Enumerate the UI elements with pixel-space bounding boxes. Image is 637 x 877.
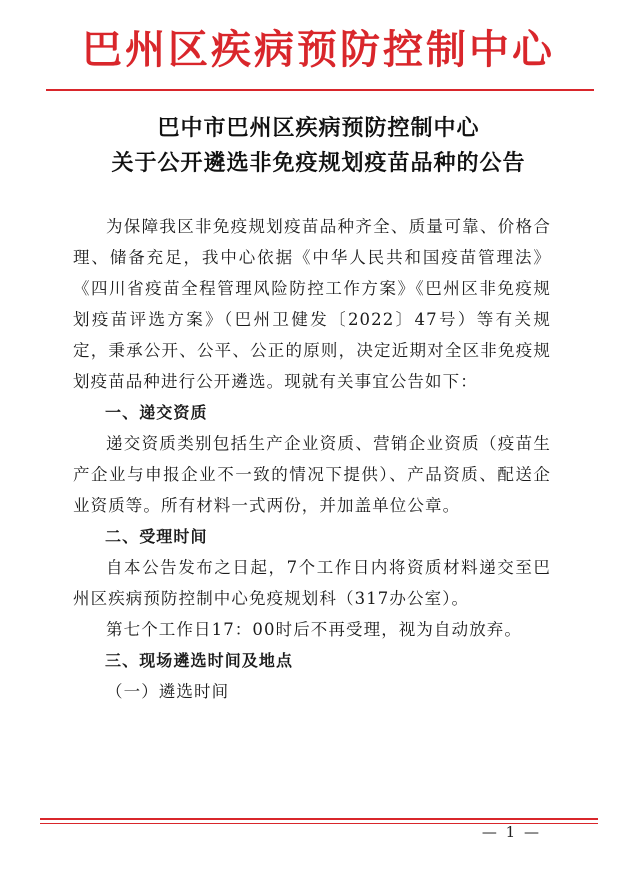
masthead-org-name: 巴州区疾病预防控制中心 — [82, 27, 555, 73]
section2-heading: 二、受理时间 — [105, 527, 208, 546]
footer-red-rule-thick — [40, 818, 598, 820]
section1-paragraph: 递交资质类别包括生产企业资质、营销企业资质（疫苗生产企业与申报企业不一致的情况下提供）、产品资质、配送企业资质等。所有材料一式两份，并加盖单位公章。 — [73, 434, 551, 515]
page-number: — 1 — — [481, 823, 541, 841]
intro-paragraph: 为保障我区非免疫规划疫苗品种齐全、质量可靠、价格合理、储备充足，我中心依据《中华人民共和国疫苗管理法》《四川省疫苗全程管理风险防控工作方案》《巴州区非免疫规划疫苗评选方案》（巴州卫健发〔2022〕47号）等有关规定，秉承公开、公平、公正的原则，决定近期对全区非免疫规划疫苗品种进行公开遴选。现就有关事宜公告如下： — [73, 217, 551, 391]
document-title-line1: 巴中市巴州区疾病预防控制中心 — [157, 115, 480, 141]
section2-paragraph-2: 第七个工作日17：00时后不再受理，视为自动放弃。 — [106, 620, 522, 639]
document-title-line2: 关于公开遴选非免疫规划疫苗品种的公告 — [111, 150, 526, 176]
section1-heading: 一、递交资质 — [105, 403, 208, 422]
document-body — [73, 211, 551, 707]
masthead-red-rule — [46, 89, 594, 91]
section3-subheading-1: （一）遴选时间 — [106, 682, 230, 701]
section3-heading: 三、现场遴选时间及地点 — [105, 651, 294, 670]
section2-paragraph-1: 自本公告发布之日起，7个工作日内将资质材料递交至巴州区疾病预防控制中心免疫规划科（317办公室）。 — [73, 558, 551, 608]
